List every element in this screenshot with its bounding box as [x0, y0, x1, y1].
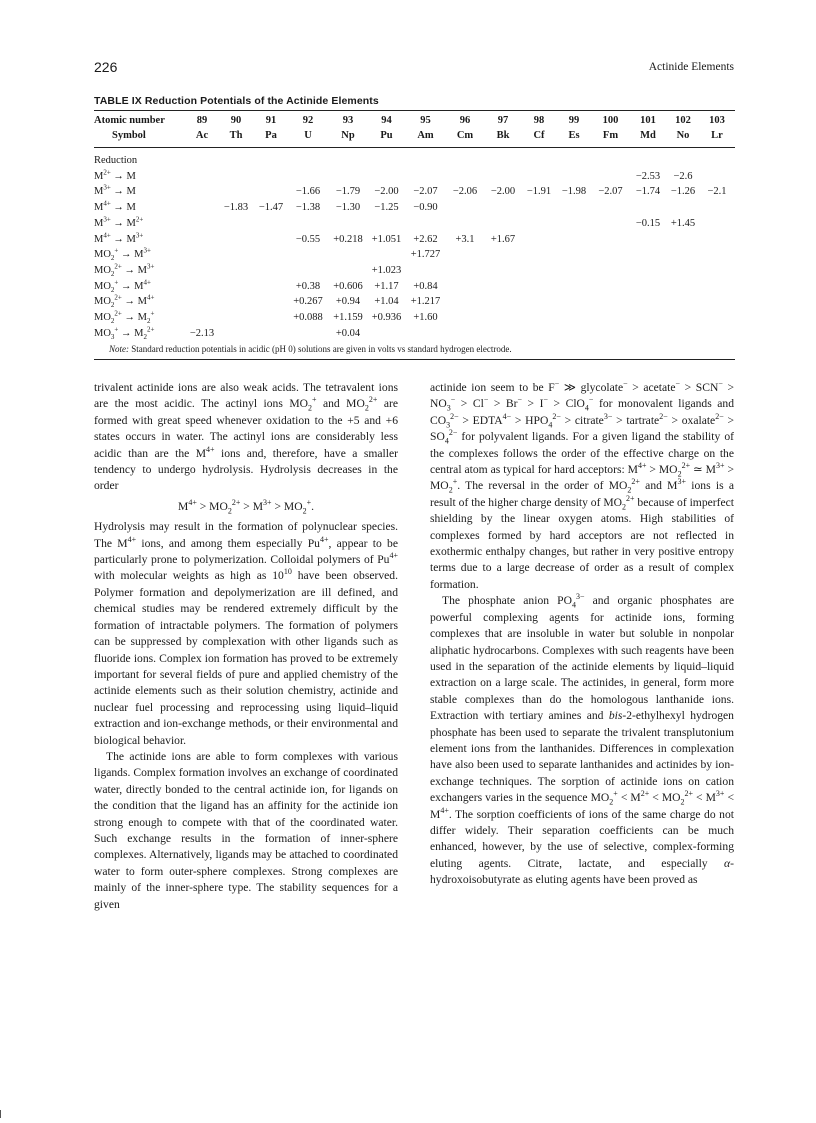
atomic-number-cell: 103: [709, 115, 725, 126]
potential-cell: [556, 326, 592, 342]
potential-cell: [556, 169, 592, 185]
potential-cell: −1.91: [526, 186, 552, 198]
potential-cell: [446, 200, 484, 216]
page-number: 226: [94, 59, 118, 75]
symbol-cell: U: [304, 130, 312, 141]
potential-cell: [218, 184, 254, 200]
symbol-cell: Pu: [380, 130, 393, 141]
potential-cell: [254, 279, 288, 295]
table-row: [94, 232, 735, 248]
table-note: [109, 344, 512, 354]
potential-cell: [522, 200, 556, 216]
potential-cell: [218, 263, 254, 279]
potential-cell: [186, 247, 218, 263]
potential-cell: [592, 294, 629, 310]
potential-cell: [522, 169, 556, 185]
table-row: [94, 184, 735, 200]
potential-cell: [405, 263, 446, 279]
potential-cell: [667, 310, 699, 326]
potential-cell: [556, 216, 592, 232]
potential-cell: [484, 247, 522, 263]
potential-cell: [446, 169, 484, 185]
potential-cell: [629, 279, 667, 295]
potential-cell: [254, 232, 288, 248]
symbol-cell: Np: [341, 130, 355, 141]
potential-cell: [592, 216, 629, 232]
potential-cell: [556, 294, 592, 310]
potential-cell: [667, 200, 699, 216]
symbol-cell: Cf: [533, 130, 545, 141]
potential-cell: [288, 263, 328, 279]
potential-cell: +1.45: [670, 217, 696, 229]
section-row: [94, 153, 735, 169]
reaction-label: $MO_2^+ \to M^{4+}$: [94, 278, 151, 294]
potential-cell: +0.218: [333, 233, 363, 245]
potential-cell: [484, 169, 522, 185]
paragraph: The phosphate anion $PO_4^{3-}$ and organic phosphates are powerful complexing agents for actinide ions, forming complexes that are insoluble in water but soluble in nonpolar aliphatic hydrocarbons. Complexes with such reagents have been used in the separation of the actinide elements by liquid–liquid extraction on a large scale. The actinides, in general, form more stable complexes than do the homologous lanthanide ions. Extraction with tertiary amines and bis-2-ethylhexyl hydrogen phosphate has been used to separate the trivalent transplutonium element ions from the lanthanides. Differences in complexation have also been used to separate lanthanides and actinides by ion-exchange techniques. The sorption of actinide ions on cation exchangers varies in the sequence $MO_2^+ < M^{2+} < MO_2^{2+} < M^{3+} < M^{4+}$. The sorption coefficients of ions of the same charge do not differ widely. Their separation coefficients can be much enhanced, however, by the use of selective, complex-forming eluting agents. Citrate, lactate, and especially α-hydroxoisobutyrate as eluting agents have been proved as: [430, 592, 734, 887]
potential-cell: −2.06: [452, 186, 478, 198]
reaction-label: $MO_2^{2+} \to M^{4+}$: [94, 293, 155, 310]
atomic-number-cell: 101: [640, 115, 656, 126]
atomic-number-cell: 90: [230, 115, 242, 126]
potential-cell: [522, 247, 556, 263]
potential-cell: [446, 294, 484, 310]
potential-cell: [288, 169, 328, 185]
symbol-cell: Cm: [456, 130, 474, 141]
potential-cell: [186, 232, 218, 248]
symbol-cell: Am: [417, 130, 434, 141]
potential-cell: +0.267: [293, 296, 323, 308]
symbol-cell: Fm: [602, 130, 619, 141]
potential-cell: +0.84: [413, 280, 438, 292]
potential-cell: [522, 232, 556, 248]
paragraph: Hydrolysis may result in the formation of polynuclear species. The $M^{4+}$ ions, and among them especially $Pu^{4+}$, appear to be particularly prone to polymerization. Colloidal polymers of $Pu^{4+}$ with molecular weights as high as $10^{10}$ have been observed. Polymer formation and depolymerization are ill defined, and chemical studies may be rendered extremely difficult by the formation of intractable polymers. The formation of polymers can be suppressed by complexation with other ligands such as fluoride ions. Complex ion formation has proved to be extremely important for several fields of pure and applied chemistry of the actinide elements such as their solution chemistry, actinide and nuclear fuel processing and reprocessing using liquid–liquid extraction and ion-exchange methods, or their environmental and biological behavior.: [94, 520, 398, 747]
paragraph: The actinide ions are able to form complexes with various ligands. Complex formation involves an exchange of coordinated water, directly bonded to the central actinide ion, for ligands on the condition that the ligand has an affinity for the actinide ion strong enough to compete with that of the coordinated water. Such exchange results in the formation of inner-sphere complexes. Alternatively, ligands may be attached to coordinated water to form outer-sphere complexes. Strong complexes are mainly of the inner-sphere type. The stability sequences for a given: [94, 749, 398, 911]
potential-cell: [556, 263, 592, 279]
potential-cell: −2.07: [413, 186, 438, 198]
potential-cell: [186, 216, 218, 232]
potential-cell: [592, 247, 629, 263]
reaction-label: $M^{4+} \to M^{3+}$: [94, 231, 144, 245]
reaction-label: $MO_2^+ \to M^{3+}$: [94, 246, 151, 263]
potential-cell: [484, 279, 522, 295]
potential-cell: [522, 279, 556, 295]
potential-cell: [667, 263, 699, 279]
potential-cell: [629, 310, 667, 326]
potential-cell: [699, 326, 735, 342]
potential-cell: [218, 326, 254, 342]
symbol-row: [94, 128, 735, 143]
potential-cell: [699, 310, 735, 326]
reaction-label: $M^{3+} \to M$: [94, 183, 136, 198]
potential-cell: [522, 263, 556, 279]
running-head: Actinide Elements: [648, 61, 734, 73]
atomic-number-cell: 96: [459, 115, 471, 126]
potential-cell: [368, 169, 405, 185]
table-top-rule: [94, 110, 735, 111]
potential-cell: [699, 294, 735, 310]
atomic-number-cell: 98: [533, 115, 545, 126]
potential-cell: [186, 263, 218, 279]
potential-cell: [218, 247, 254, 263]
potential-cell: [699, 216, 735, 232]
page-header: [94, 59, 734, 77]
potential-cell: −2.07: [598, 186, 623, 198]
potential-cell: −2.00: [374, 186, 399, 198]
atomic-number-cell: 93: [342, 115, 354, 126]
potential-cell: [629, 200, 667, 216]
potential-cell: [254, 326, 288, 342]
potential-cell: [484, 326, 522, 342]
potential-cell: −0.55: [295, 233, 321, 245]
symbol-cell: Pa: [265, 130, 277, 141]
potential-cell: −1.30: [335, 202, 361, 214]
potential-cell: −2.1: [707, 186, 727, 198]
potential-cell: −1.26: [670, 186, 696, 198]
potential-cell: [218, 232, 254, 248]
atomic-number-cell: 92: [302, 115, 314, 126]
symbol-cell: Lr: [711, 130, 723, 141]
reaction-label: $M^{3+} \to M^{2+}$: [94, 215, 144, 229]
potential-cell: +1.159: [333, 312, 363, 324]
potential-cell: [328, 169, 368, 185]
potential-cell: [186, 169, 218, 185]
potential-cell: +0.936: [371, 312, 402, 324]
potential-cell: [556, 279, 592, 295]
potential-cell: +1.217: [410, 296, 441, 308]
potential-cell: [556, 232, 592, 248]
right-column: [430, 380, 734, 889]
potential-cell: [328, 247, 368, 263]
table-title: TABLE IX Reduction Potentials of the Actinide Elements: [94, 95, 379, 107]
potential-cell: [288, 216, 328, 232]
potential-cell: +1.04: [374, 296, 399, 308]
symbol-label: Symbol: [112, 130, 146, 141]
potential-cell: −0.15: [635, 217, 661, 229]
table-row: [94, 200, 735, 216]
potential-cell: [592, 310, 629, 326]
potential-cell: [699, 169, 735, 185]
potential-cell: [484, 294, 522, 310]
potential-cell: [699, 279, 735, 295]
potential-cell: [484, 263, 522, 279]
potential-cell: +2.62: [413, 233, 438, 245]
potential-cell: [699, 200, 735, 216]
symbol-cell: Bk: [496, 130, 510, 141]
potential-cell: +0.04: [335, 327, 361, 339]
potential-cell: −2.6: [673, 170, 693, 182]
potential-cell: −1.98: [561, 186, 587, 198]
potential-cell: [699, 232, 735, 248]
potential-cell: [667, 294, 699, 310]
potential-cell: [667, 279, 699, 295]
potential-cell: +1.727: [410, 249, 441, 261]
potential-cell: [522, 310, 556, 326]
potential-cell: [592, 169, 629, 185]
potential-cell: [254, 247, 288, 263]
reaction-label: $M^{4+} \to M$: [94, 199, 136, 214]
potential-cell: [699, 247, 735, 263]
potential-cell: [522, 294, 556, 310]
note-label: Note:: [109, 344, 129, 354]
table-row: [94, 294, 735, 310]
potential-cell: [446, 326, 484, 342]
potential-cell: [328, 263, 368, 279]
formula: $M^{4+} > MO_2^{2+} > M^{3+} > MO_2^+$.: [178, 497, 314, 516]
potential-cell: [218, 216, 254, 232]
potential-cell: [446, 247, 484, 263]
potential-cell: [254, 294, 288, 310]
potential-cell: +1.023: [371, 264, 402, 276]
potential-cell: [254, 310, 288, 326]
table-row: [94, 263, 735, 279]
paragraph: trivalent actinide ions are also weak acids. The tetravalent ions are the most acidic. The actinyl ions $MO_2^+$ and $MO_2^{2+}$ are formed with great speed whenever oxidation to the +5 and +6 states occurs in water. The actinyl ions are considerably less acidic than are the $M^{4+}$ ions and, therefore, have a smaller tendency to undergo hydrolysis. Hydrolysis decreases in the order: [94, 381, 399, 493]
symbol-cell: Md: [640, 130, 656, 141]
potential-cell: [484, 216, 522, 232]
potential-cell: [254, 216, 288, 232]
table-body: [94, 153, 735, 341]
potential-cell: [368, 216, 405, 232]
symbol-cell: Ac: [195, 130, 209, 141]
atomic-number-label: Atomic number: [94, 115, 165, 126]
potential-cell: −1.25: [374, 202, 399, 214]
table-bottom-rule: [94, 359, 735, 360]
symbol-cell: Es: [568, 130, 580, 141]
potential-cell: [254, 184, 288, 200]
potential-cell: +0.088: [293, 312, 323, 324]
potential-cell: −0.90: [413, 202, 438, 214]
symbol-cell: Th: [229, 130, 243, 141]
potential-cell: [254, 263, 288, 279]
potential-cell: [254, 169, 288, 185]
table-row: [94, 326, 735, 342]
potential-cell: [288, 247, 328, 263]
potential-cell: [218, 279, 254, 295]
potential-cell: +0.38: [295, 280, 321, 292]
section-label: Reduction: [94, 155, 138, 166]
potential-cell: [218, 169, 254, 185]
table-row: [94, 310, 735, 326]
left-column: [94, 380, 398, 913]
potential-cell: [368, 326, 405, 342]
table-row: [94, 247, 735, 263]
potential-cell: [699, 263, 735, 279]
potential-cell: [667, 326, 699, 342]
reaction-label: $MO_2^{2+} \to M_2^+$: [94, 309, 155, 326]
potential-cell: −1.83: [223, 202, 249, 214]
potential-cell: [328, 216, 368, 232]
atomic-number-cell: 97: [497, 115, 509, 126]
potential-cell: +1.051: [371, 233, 402, 245]
potential-cell: [446, 279, 484, 295]
potential-cell: −1.66: [295, 186, 321, 198]
potential-cell: [522, 326, 556, 342]
atomic-number-cell: 91: [265, 115, 277, 126]
potential-cell: [592, 263, 629, 279]
potential-cell: [592, 200, 629, 216]
atomic-number-cell: 94: [381, 115, 392, 126]
potential-cell: −2.13: [189, 327, 215, 339]
potential-cell: [667, 247, 699, 263]
table-row: [94, 169, 735, 185]
header-gap: [94, 143, 735, 153]
potential-cell: [667, 232, 699, 248]
potential-cell: [186, 294, 218, 310]
potential-cell: [186, 279, 218, 295]
reduction-potentials-table: [94, 113, 735, 341]
potential-cell: [446, 310, 484, 326]
potential-cell: [186, 200, 218, 216]
potential-cell: [592, 232, 629, 248]
potential-cell: [186, 310, 218, 326]
margin-tick: [0, 1110, 1, 1118]
potential-cell: −1.79: [335, 186, 361, 198]
potential-cell: [446, 263, 484, 279]
symbol-cell: No: [676, 130, 690, 141]
atomic-number-cell: 102: [675, 115, 691, 126]
potential-cell: [592, 326, 629, 342]
potential-cell: [592, 279, 629, 295]
potential-cell: [629, 326, 667, 342]
potential-cell: [556, 200, 592, 216]
potential-cell: −1.38: [295, 202, 321, 214]
potential-cell: [629, 232, 667, 248]
potential-cell: [446, 216, 484, 232]
potential-cell: [484, 310, 522, 326]
potential-cell: +1.67: [490, 233, 516, 245]
potential-cell: +1.60: [413, 312, 438, 324]
potential-cell: [368, 247, 405, 263]
potential-cell: +0.94: [335, 296, 361, 308]
potential-cell: [629, 247, 667, 263]
table-row: [94, 216, 735, 232]
reaction-label: $M^{2+} \to M$: [94, 168, 136, 182]
potential-cell: [218, 310, 254, 326]
potential-cell: −1.47: [258, 202, 284, 214]
note-text: Standard reduction potentials in acidic (pH 0) solutions are given in volts vs standard hydrogen electrode.: [131, 344, 512, 354]
reaction-label: $MO_3^+ \to M_2^{2+}$: [94, 325, 155, 341]
potential-cell: [556, 310, 592, 326]
potential-cell: [405, 169, 446, 185]
potential-cell: [522, 216, 556, 232]
potential-cell: −1.74: [635, 186, 661, 198]
potential-cell: [288, 326, 328, 342]
atomic-number-row: [94, 113, 735, 128]
potential-cell: +1.17: [374, 280, 399, 292]
atomic-number-cell: 99: [568, 115, 580, 126]
potential-cell: [556, 247, 592, 263]
atomic-number-cell: 100: [602, 115, 619, 126]
potential-cell: +0.606: [333, 280, 363, 292]
potential-cell: −2.00: [490, 186, 516, 198]
potential-cell: [629, 263, 667, 279]
potential-cell: [629, 294, 667, 310]
potential-cell: [484, 200, 522, 216]
potential-cell: [405, 216, 446, 232]
atomic-number-cell: 89: [196, 115, 208, 126]
atomic-number-cell: 95: [420, 115, 431, 126]
potential-cell: +3.1: [455, 233, 475, 245]
paragraph: actinide ion seem to be F− ≫ glycolate− > acetate− > $SCN^- > NO_3^- > Cl^- > Br^- > I^- > ClO_4^-$ for monovalent ligands and $CO_3^{2-}$ > $EDTA^{4-} > HPO_4^{2-}$ > citrate$^{3-}$ > tartrate$^{2-}$ > oxalate$^{2-}$ > $SO_4^{2-}$ for polyvalent ligands. For a given ligand the stability of the complexes follows the order of the effective charge on the central atom as typical for hard acceptors: $M^{4+} > MO_2^{2+}$ ≃ $M^{3+} > MO_2^+$. The reversal in the order of $MO_2^{2+}$ and $M^{3+}$ ions is a result of the higher charge density of $MO_2^{2+}$ because of imperfect shielding by the linear oxygen atoms. High stabilities of complexes formed by hard acceptors are not reflected in exothermic enthalpy changes, but rather in very positive entropy terms due to a large decrease of order as a result of complex formation.: [430, 379, 735, 591]
potential-cell: [405, 326, 446, 342]
potential-cell: [218, 294, 254, 310]
reaction-label: $MO_2^{2+} \to M^{3+}$: [94, 262, 155, 279]
table-row: [94, 279, 735, 295]
potential-cell: −2.53: [635, 170, 661, 182]
potential-cell: [186, 184, 218, 200]
